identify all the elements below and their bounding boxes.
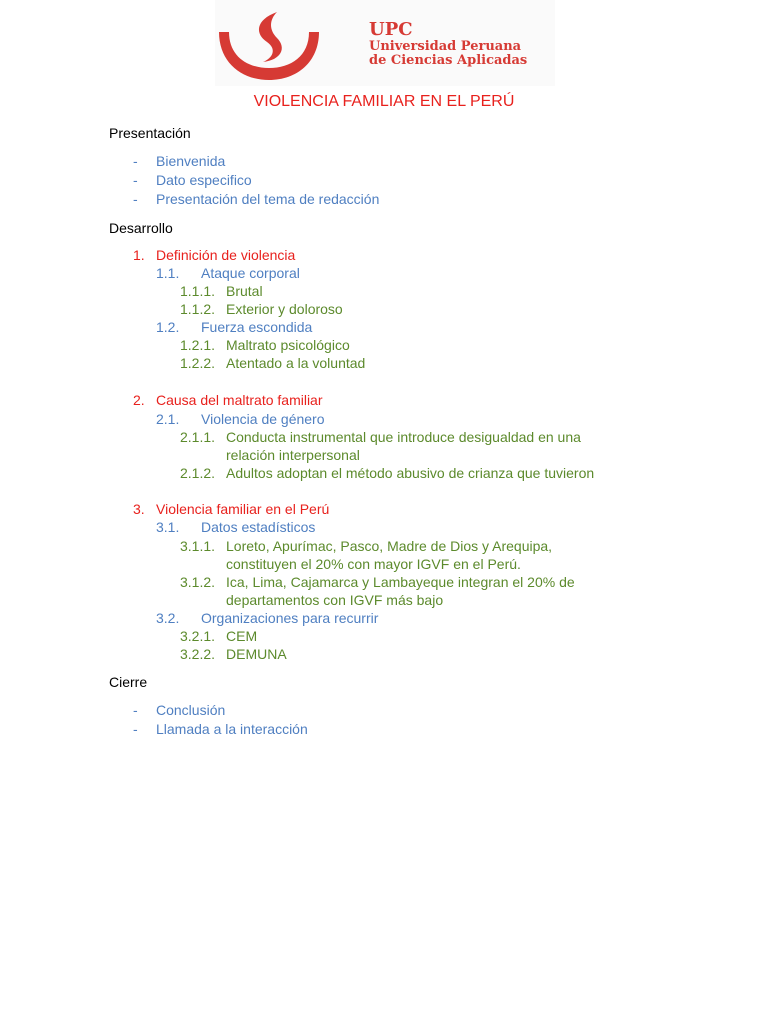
section-heading-desarrollo: Desarrollo xyxy=(109,220,173,236)
logo-abbreviation: UPC xyxy=(369,19,413,40)
logo-name-line1: Universidad Peruana xyxy=(369,39,522,54)
document-title: VIOLENCIA FAMILIAR EN EL PERÚ xyxy=(253,93,515,110)
section-heading-cierre: Cierre xyxy=(109,674,148,690)
logo-name-line2: de Ciencias Aplicadas xyxy=(369,53,528,68)
section-heading-presentacion: Presentación xyxy=(109,125,191,141)
upc-flame-icon xyxy=(215,10,325,82)
upc-logo xyxy=(215,0,555,86)
